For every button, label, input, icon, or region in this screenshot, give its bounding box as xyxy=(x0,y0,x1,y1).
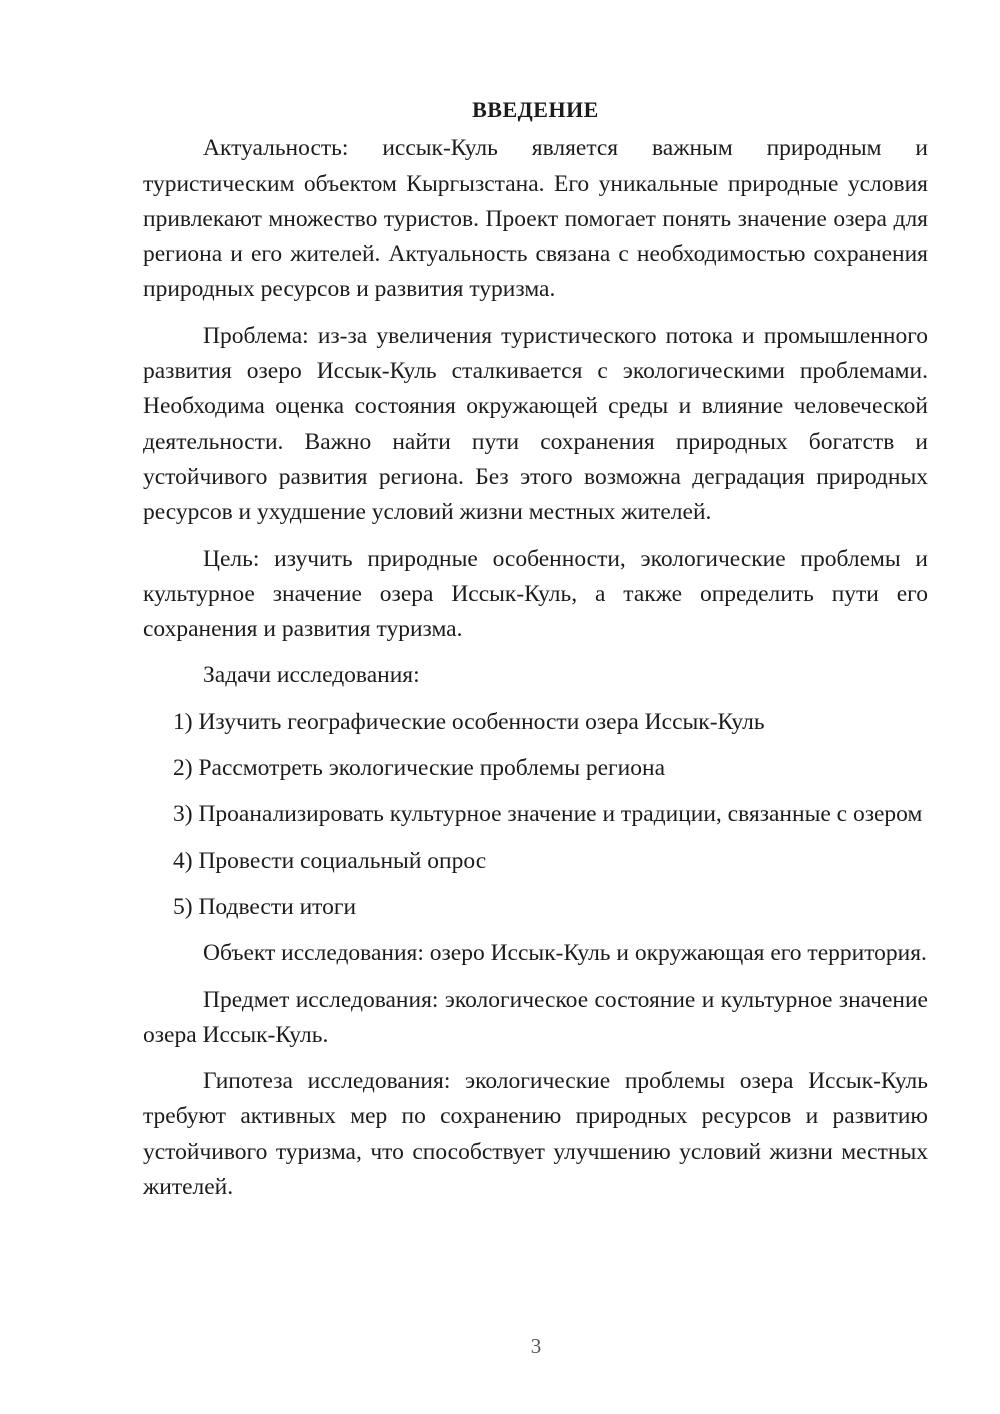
object-paragraph: Объект исследования: озеро Иссык-Куль и окружающая его территория. xyxy=(203,940,927,967)
task-item-4: 4) Провести социальный опрос xyxy=(173,847,487,874)
page-title: ВВЕДЕНИЕ xyxy=(472,97,599,122)
page-content xyxy=(143,92,928,1216)
subject-paragraph: Предмет исследования: экологическое состояние и культурное значение озера Иссык-Куль. xyxy=(143,986,928,1048)
task-item-3: 3) Проанализировать культурное значение и традиции, связанные с озером xyxy=(173,801,923,828)
task-item-2: 2) Рассмотреть экологические проблемы региона xyxy=(173,755,666,782)
task-item-5: 5) Подвести итоги xyxy=(173,893,357,920)
goal-paragraph: Цель: изучить природные особенности, экологические проблемы и культурное значение озера Иссык-Куль, а также определить пути его сохранения и развития туризма. xyxy=(143,545,928,643)
hypothesis-paragraph: Гипотеза исследования: экологические проблемы озера Иссык-Куль требуют активных мер по сохранению природных ресурсов и развитию устойчивого туризма, что способствует улучшению условий жизни местных жителей. xyxy=(143,1068,928,1201)
relevance-paragraph: Актуальность: иссык-Куль является важным природным и туристическим объектом Кыргызстана. Его уникальные природные условия привлекают множество туристов. Проект помогает понять значение озера для региона и его жителей. Актуальность связана с необходимостью сохранения природных ресурсов и развития туризма. xyxy=(143,135,928,303)
task-item-1: 1) Изучить географические особенности озера Иссык-Куль xyxy=(173,708,765,735)
problem-paragraph: Проблема: из-за увеличения туристического потока и промышленного развития озеро Иссык-Куль сталкивается с экологическими проблемами. Необходима оценка состояния окружающей среды и влияние человеческой деятельности. Важно найти пути сохранения природных богатств и устойчивого развития региона. Без этого возможна деградация природных ресурсов и ухудшение условий жизни местных жителей. xyxy=(143,322,928,526)
page-number: 3 xyxy=(530,1334,542,1358)
tasks-heading: Задачи исследования: xyxy=(203,662,420,689)
